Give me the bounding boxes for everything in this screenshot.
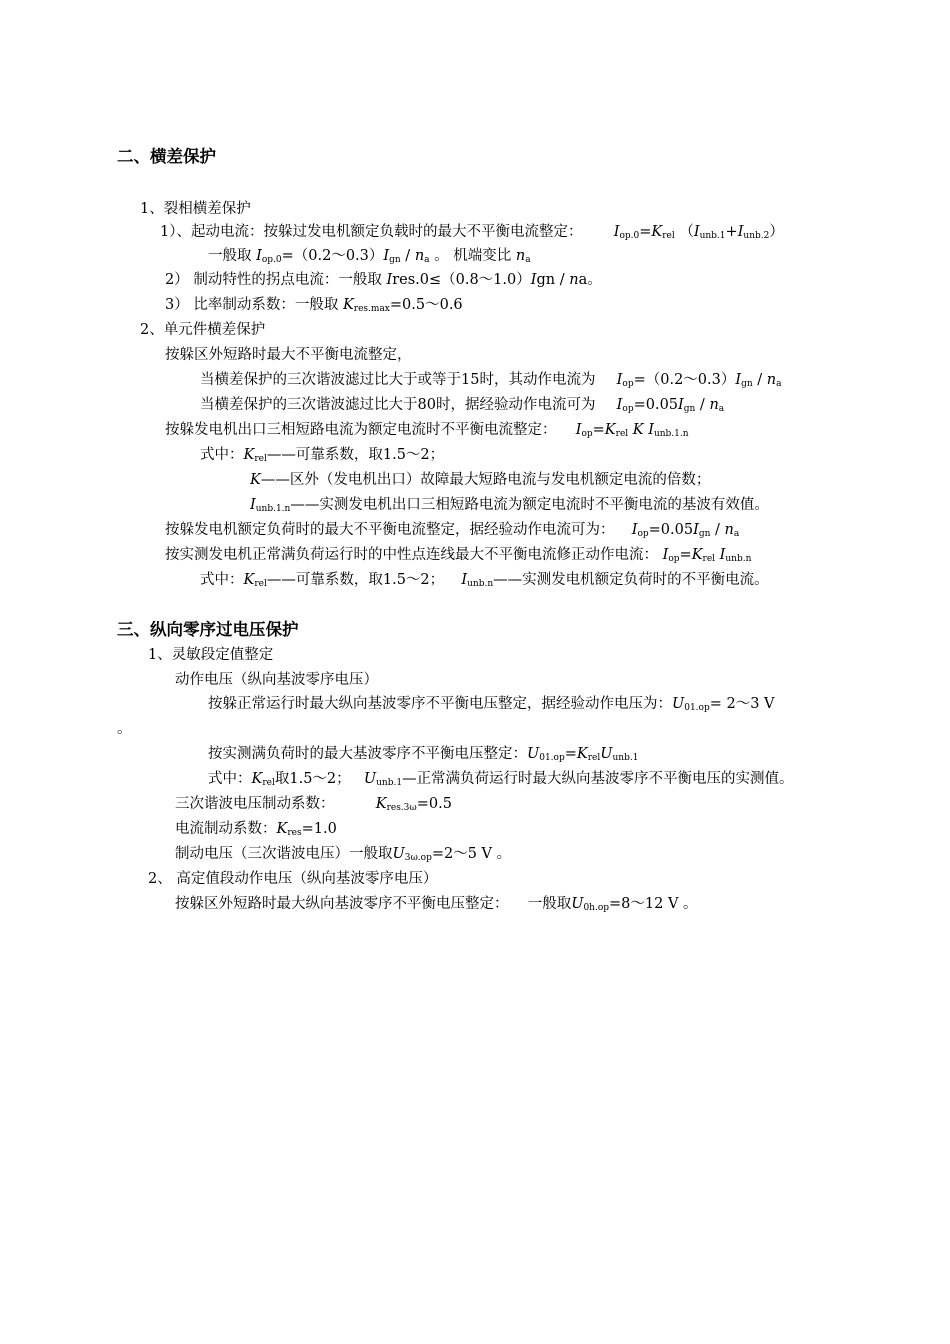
- item-2-1: 1、裂相横差保护: [140, 201, 251, 217]
- item-3-1-g: 制动电压（三次谐波电压）一般取U3ω.op=2～5 V 。: [175, 846, 512, 863]
- section-title-3: 三、纵向零序过电压保护: [117, 620, 299, 639]
- item-2-2: 2、单元件横差保护: [140, 322, 266, 338]
- item-2-2-b: 当横差保护的三次谐波滤过比大于或等于15时，其动作电流为 Iop=（0.2～0.3）Ign / na: [200, 372, 782, 389]
- item-2-2-f: K——区外（发电机出口）故障最大短路电流与发电机额定电流的倍数；: [250, 472, 711, 488]
- item-2-1-1: 1）、起动电流：按躲过发电机额定负载时的最大不平衡电流整定： Iop.0=Krel （Iunb.1+Iunb.2）: [160, 224, 784, 241]
- section-title-2: 二、横差保护: [117, 147, 216, 166]
- item-2-1-2: 2） 制动特性的拐点电流：一般取 Ires.0≤（0.8～1.0）Ign / na。: [165, 272, 602, 288]
- item-3-1-b-wrap: 。: [117, 721, 132, 737]
- item-3-1-f: 电流制动系数：Kres=1.0: [175, 821, 337, 838]
- item-3-1-a: 动作电压（纵向基波零序电压）: [175, 672, 378, 688]
- item-2-2-g: Iunb.1.n——实测发电机出口三相短路电流为额定电流时不平衡电流的基波有效值。: [250, 497, 769, 514]
- item-3-1-e: 三次谐波电压制动系数： Kres.3ω=0.5: [175, 796, 452, 813]
- item-2-2-h: 按躲发电机额定负荷时的最大不平衡电流整定，据经验动作电流可为： Iop=0.05Ign / na: [165, 522, 740, 539]
- item-2-2-c: 当横差保护的三次谐波滤过比大于80时，据经验动作电流可为 Iop=0.05Ign / na: [200, 397, 725, 414]
- item-2-2-j: 式中：Krel——可靠系数，取1.5～2； Iunb.n——实测发电机额定负荷时的不平衡电流。: [200, 572, 769, 589]
- item-2-2-a: 按躲区外短路时最大不平衡电流整定，: [165, 347, 412, 363]
- item-2-2-e: 式中：Krel——可靠系数，取1.5～2；: [200, 447, 445, 464]
- item-3-2-a: 按躲区外短路时最大纵向基波零序不平衡电压整定： 一般取U0h.op=8～12 V 。: [175, 896, 698, 913]
- item-2-1-1-typical: 一般取 Iop.0=（0.2～0.3）Ign / na 。 机端变比 na: [208, 248, 531, 265]
- item-2-2-i: 按实测发电机正常满负荷运行时的中性点连线最大不平衡电流修正动作电流： Iop=Krel Iunb.n: [165, 547, 752, 564]
- item-3-2: 2、 高定值段动作电压（纵向基波零序电压）: [148, 871, 438, 887]
- item-2-2-d: 按躲发电机出口三相短路电流为额定电流时不平衡电流整定： Iop=Krel K Iunb.1.n: [165, 422, 689, 439]
- item-3-1: 1、灵敏段定值整定: [148, 647, 274, 663]
- item-3-1-d: 式中：Krel取1.5～2； Uunb.1—正常满负荷运行时最大纵向基波零序不平衡电压的实测值。: [208, 771, 794, 788]
- item-2-1-3: 3） 比率制动系数：一般取 Kres.max=0.5～0.6: [165, 297, 463, 314]
- item-3-1-b: 按躲正常运行时最大纵向基波零序不平衡电压整定，据经验动作电压为：U01.op= 2～3 V: [208, 696, 775, 713]
- item-3-1-c: 按实测满负荷时的最大基波零序不平衡电压整定：U01.op=KrelUunb.1: [208, 746, 639, 763]
